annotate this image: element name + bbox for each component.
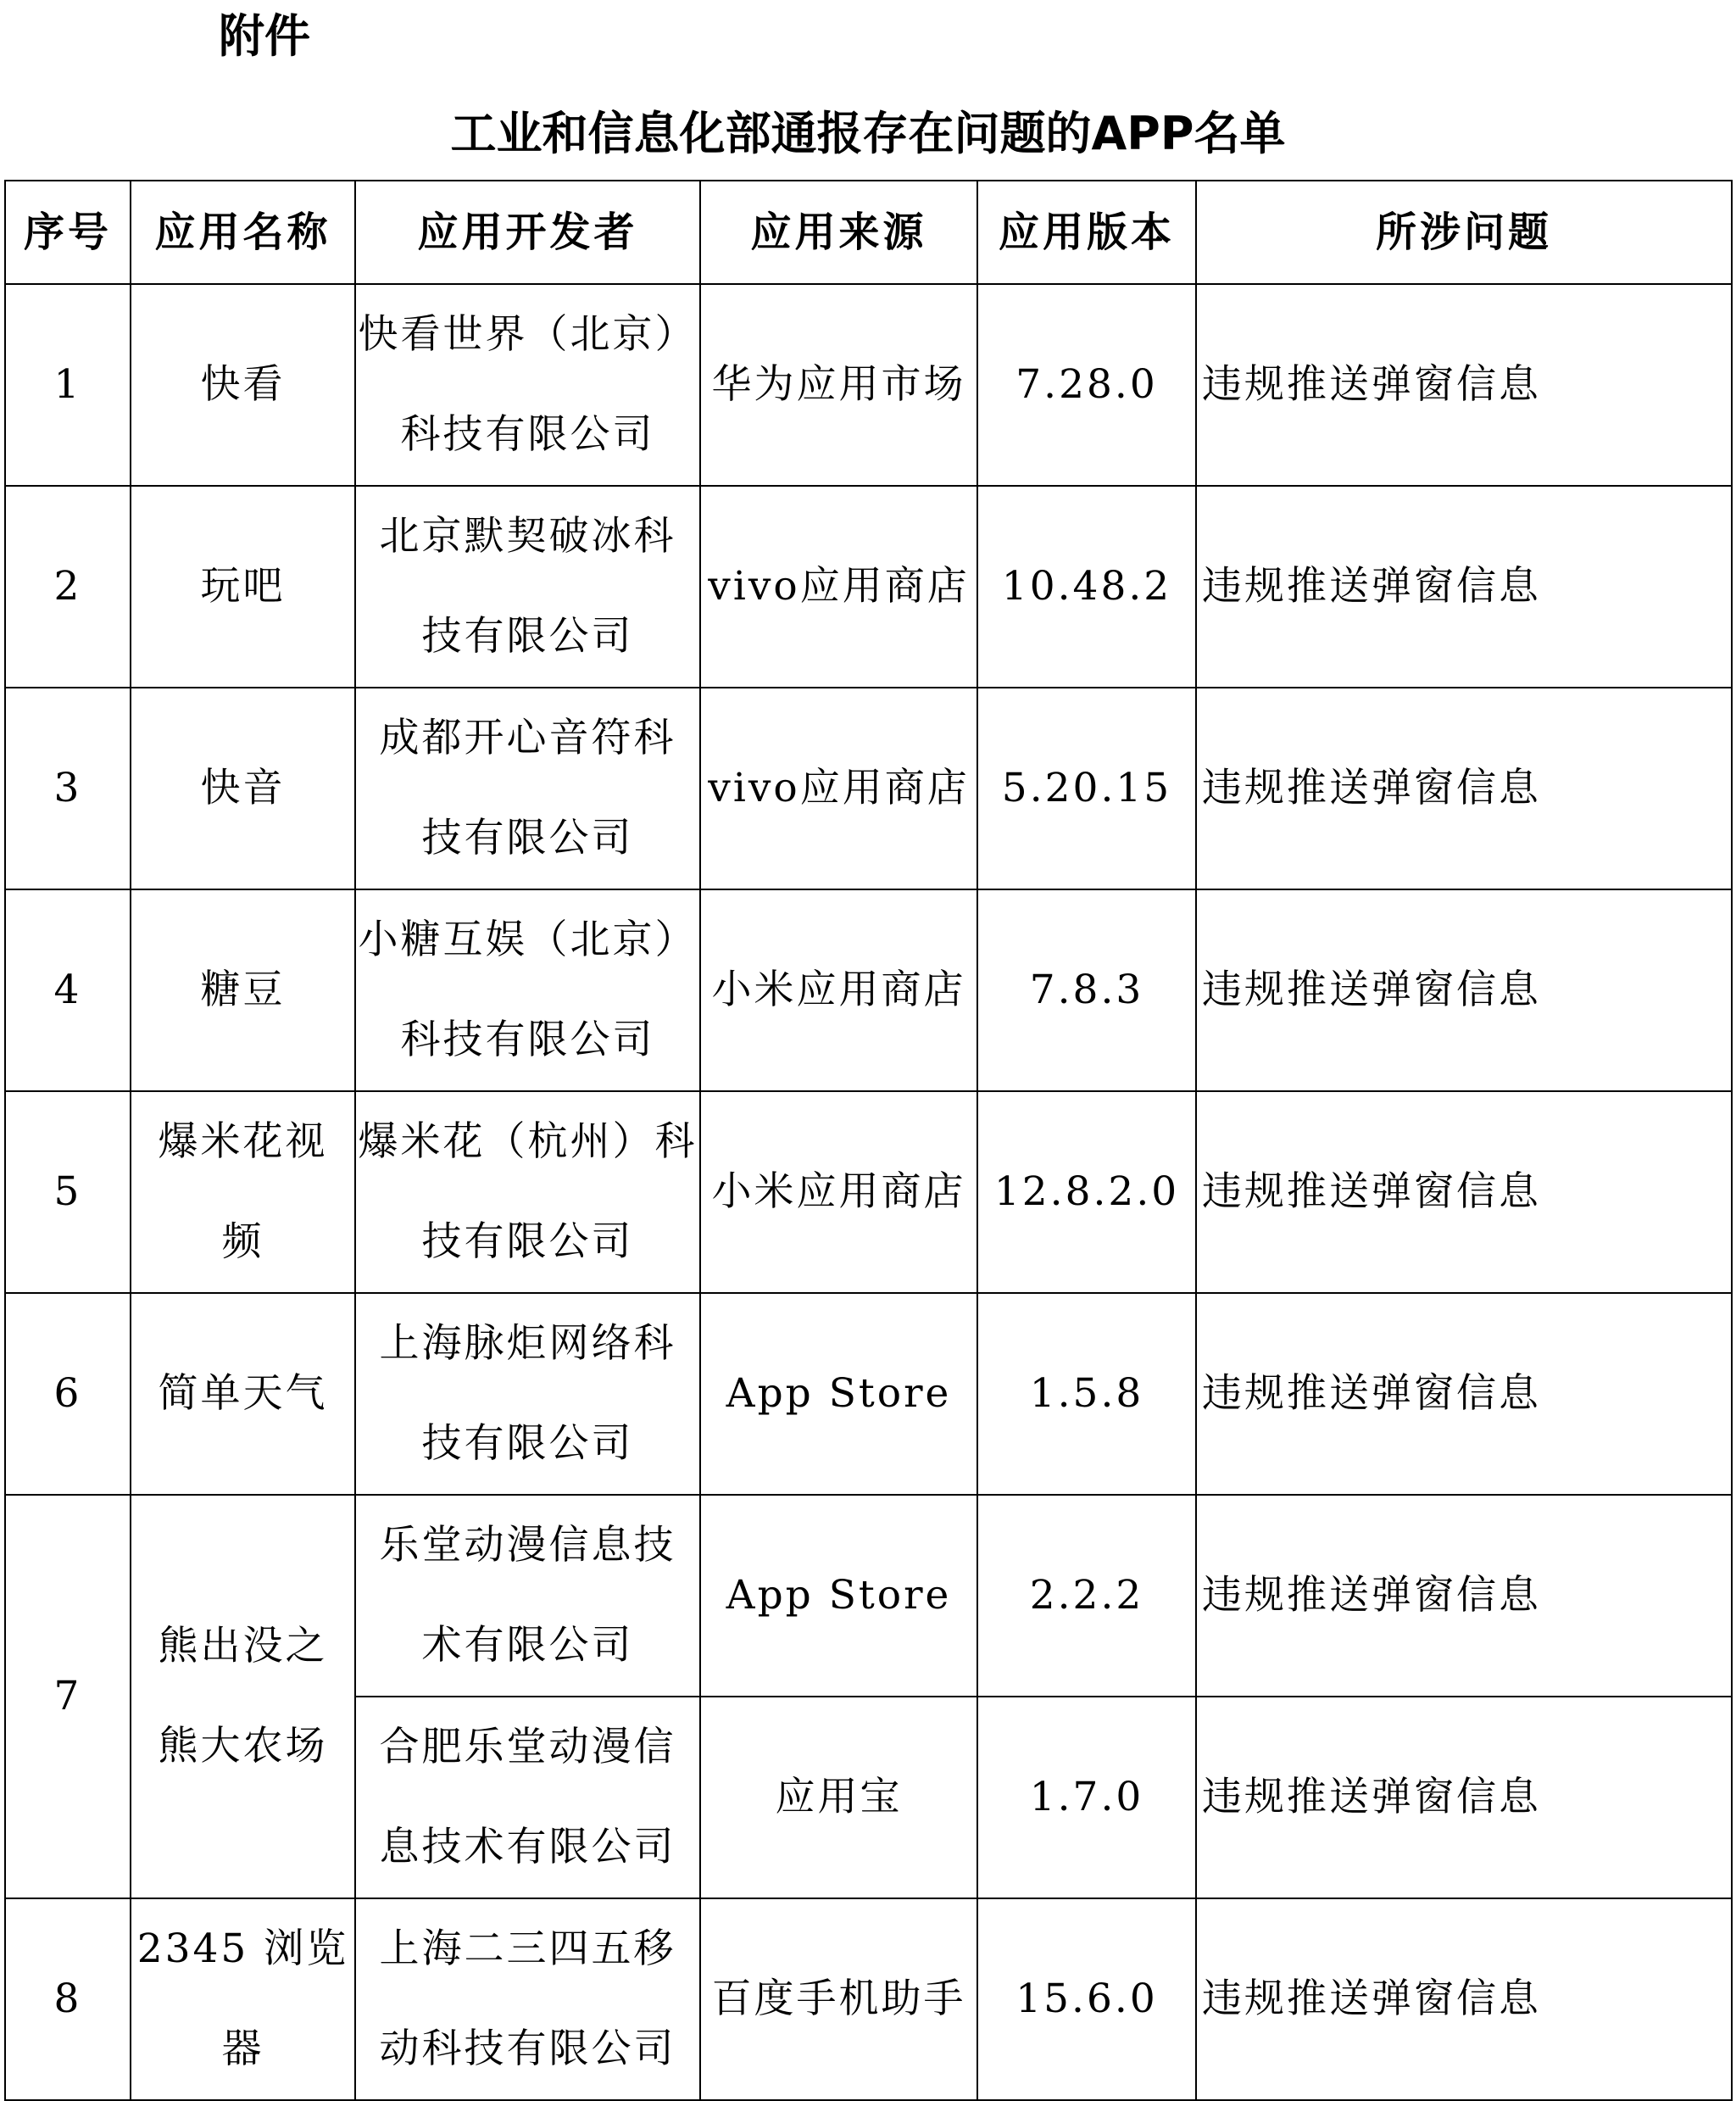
cell-version: 12.8.2.0 <box>977 1091 1196 1293</box>
cell-developer: 乐堂动漫信息技 术有限公司 <box>355 1495 700 1697</box>
attachment-label: 附件 <box>219 9 310 63</box>
table-row <box>5 889 1732 1091</box>
cell-name: 玩吧 <box>131 486 355 688</box>
header-cell-no: 序号 <box>5 181 131 284</box>
cell-no: 1 <box>5 284 131 486</box>
cell-source: 应用宝 <box>700 1697 977 1898</box>
cell-version: 5.20.15 <box>977 688 1196 889</box>
cell-issue: 违规推送弹窗信息 <box>1196 1898 1732 2100</box>
table-row <box>5 284 1732 486</box>
cell-name: 爆米花视 频 <box>131 1091 355 1293</box>
cell-version: 10.48.2 <box>977 486 1196 688</box>
cell-source: App Store <box>700 1495 977 1697</box>
cell-issue: 违规推送弹窗信息 <box>1196 1495 1732 1697</box>
cell-version: 15.6.0 <box>977 1898 1196 2100</box>
app-list-table <box>4 180 1733 2101</box>
cell-version: 1.7.0 <box>977 1697 1196 1898</box>
cell-developer: 成都开心音符科 技有限公司 <box>355 688 700 889</box>
cell-developer: 上海二三四五移 动科技有限公司 <box>355 1898 700 2100</box>
cell-version: 7.8.3 <box>977 889 1196 1091</box>
header-cell-source: 应用来源 <box>700 181 977 284</box>
table-row <box>5 1495 1732 1697</box>
header-cell-developer: 应用开发者 <box>355 181 700 284</box>
cell-issue: 违规推送弹窗信息 <box>1196 1293 1732 1495</box>
cell-no: 5 <box>5 1091 131 1293</box>
cell-name: 糖豆 <box>131 889 355 1091</box>
cell-name: 简单天气 <box>131 1293 355 1495</box>
table-row <box>5 1898 1732 2100</box>
cell-version: 1.5.8 <box>977 1293 1196 1495</box>
cell-issue: 违规推送弹窗信息 <box>1196 284 1732 486</box>
cell-source: 小米应用商店 <box>700 1091 977 1293</box>
cell-name: 快看 <box>131 284 355 486</box>
cell-source: 华为应用市场 <box>700 284 977 486</box>
cell-issue: 违规推送弹窗信息 <box>1196 1091 1732 1293</box>
cell-no: 8 <box>5 1898 131 2100</box>
header-cell-issue: 所涉问题 <box>1196 181 1732 284</box>
cell-no: 3 <box>5 688 131 889</box>
cell-developer: 合肥乐堂动漫信 息技术有限公司 <box>355 1697 700 1898</box>
header-cell-version: 应用版本 <box>977 181 1196 284</box>
document-title: 工业和信息化部通报存在问题的APP名单 <box>450 107 1286 160</box>
cell-version: 2.2.2 <box>977 1495 1196 1697</box>
header-cell-name: 应用名称 <box>131 181 355 284</box>
table-header-row <box>5 181 1732 284</box>
cell-developer: 小糖互娱（北京） 科技有限公司 <box>355 889 700 1091</box>
cell-issue: 违规推送弹窗信息 <box>1196 1697 1732 1898</box>
cell-no: 4 <box>5 889 131 1091</box>
cell-source: 小米应用商店 <box>700 889 977 1091</box>
table-row <box>5 1293 1732 1495</box>
table-row <box>5 486 1732 688</box>
cell-issue: 违规推送弹窗信息 <box>1196 688 1732 889</box>
table-row <box>5 1091 1732 1293</box>
cell-developer: 上海脉炬网络科 技有限公司 <box>355 1293 700 1495</box>
table-row <box>5 688 1732 889</box>
cell-developer: 快看世界（北京） 科技有限公司 <box>355 284 700 486</box>
cell-name: 快音 <box>131 688 355 889</box>
cell-source: vivo应用商店 <box>700 486 977 688</box>
cell-source: 百度手机助手 <box>700 1898 977 2100</box>
cell-developer: 北京默契破冰科 技有限公司 <box>355 486 700 688</box>
cell-issue: 违规推送弹窗信息 <box>1196 889 1732 1091</box>
cell-source: App Store <box>700 1293 977 1495</box>
cell-no: 2 <box>5 486 131 688</box>
cell-name: 熊出没之 熊大农场 <box>131 1495 355 1898</box>
cell-name: 2345 浏览 器 <box>131 1898 355 2100</box>
cell-source: vivo应用商店 <box>700 688 977 889</box>
cell-no: 7 <box>5 1495 131 1898</box>
cell-version: 7.28.0 <box>977 284 1196 486</box>
cell-no: 6 <box>5 1293 131 1495</box>
cell-issue: 违规推送弹窗信息 <box>1196 486 1732 688</box>
cell-developer: 爆米花（杭州）科 技有限公司 <box>355 1091 700 1293</box>
